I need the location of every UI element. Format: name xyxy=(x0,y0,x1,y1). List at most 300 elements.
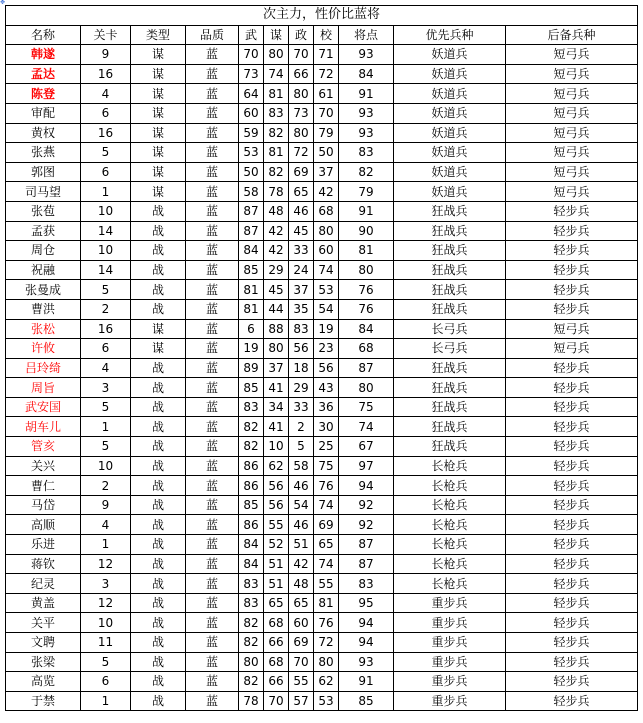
table-body xyxy=(6,45,638,711)
table-cell: 80 xyxy=(314,652,339,672)
table-cell: 12 xyxy=(81,593,131,613)
table-cell: 战 xyxy=(131,456,186,476)
header-row xyxy=(6,25,638,45)
table-cell: 55 xyxy=(289,672,314,692)
table-cell: 妖道兵 xyxy=(394,45,506,65)
table-cell: 狂战兵 xyxy=(394,299,506,319)
table-cell: 妖道兵 xyxy=(394,182,506,202)
table-cell: 蓝 xyxy=(186,319,239,339)
table-cell: 67 xyxy=(339,437,394,457)
table-cell: 狂战兵 xyxy=(394,358,506,378)
general-name-cell: 黄权 xyxy=(6,123,81,143)
table-cell: 82 xyxy=(239,417,264,437)
table-row xyxy=(6,84,638,104)
table-cell: 86 xyxy=(239,456,264,476)
table-cell: 46 xyxy=(289,201,314,221)
table-cell: 93 xyxy=(339,652,394,672)
table-cell: 1 xyxy=(81,691,131,711)
table-cell: 重步兵 xyxy=(394,593,506,613)
table-cell: 妖道兵 xyxy=(394,84,506,104)
table-cell: 战 xyxy=(131,495,186,515)
table-row xyxy=(6,241,638,261)
table-cell: 36 xyxy=(314,397,339,417)
table-row xyxy=(6,397,638,417)
table-row xyxy=(6,691,638,711)
table-cell: 10 xyxy=(81,613,131,633)
table-cell: 87 xyxy=(339,535,394,555)
table-cell: 84 xyxy=(339,64,394,84)
table-cell: 轻步兵 xyxy=(506,260,638,280)
table-cell: 37 xyxy=(314,162,339,182)
general-name-cell: 曹洪 xyxy=(6,299,81,319)
table-cell: 谋 xyxy=(131,84,186,104)
table-cell: 5 xyxy=(81,280,131,300)
table-cell: 长枪兵 xyxy=(394,476,506,496)
table-cell: 狂战兵 xyxy=(394,241,506,261)
table-cell: 长枪兵 xyxy=(394,495,506,515)
table-cell: 5 xyxy=(289,437,314,457)
table-row xyxy=(6,476,638,496)
general-name-cell: 孟获 xyxy=(6,221,81,241)
general-name-cell: 关兴 xyxy=(6,456,81,476)
table-cell: 42 xyxy=(264,221,289,241)
table-cell: 战 xyxy=(131,574,186,594)
table-cell: 86 xyxy=(239,476,264,496)
table-cell: 80 xyxy=(264,339,289,359)
table-cell: 93 xyxy=(339,123,394,143)
general-name-cell: 周旨 xyxy=(6,378,81,398)
table-cell: 42 xyxy=(289,554,314,574)
table-cell: 蓝 xyxy=(186,397,239,417)
table-cell: 轻步兵 xyxy=(506,633,638,653)
table-cell: 蓝 xyxy=(186,554,239,574)
table-cell: 84 xyxy=(339,319,394,339)
table-cell: 41 xyxy=(264,378,289,398)
table-cell: 妖道兵 xyxy=(394,162,506,182)
table-cell: 75 xyxy=(339,397,394,417)
table-cell: 战 xyxy=(131,378,186,398)
table-cell: 30 xyxy=(314,417,339,437)
table-cell: 狂战兵 xyxy=(394,378,506,398)
table-cell: 谋 xyxy=(131,103,186,123)
table-cell: 80 xyxy=(289,123,314,143)
table-cell: 蓝 xyxy=(186,515,239,535)
table-row xyxy=(6,417,638,437)
table-cell: 战 xyxy=(131,417,186,437)
table-cell: 轻步兵 xyxy=(506,574,638,594)
table-cell: 短弓兵 xyxy=(506,319,638,339)
table-cell: 82 xyxy=(239,672,264,692)
column-header: 后备兵种 xyxy=(506,25,638,45)
table-cell: 82 xyxy=(339,162,394,182)
general-name-cell: 关平 xyxy=(6,613,81,633)
table-cell: 60 xyxy=(289,613,314,633)
table-cell: 蓝 xyxy=(186,417,239,437)
table-cell: 战 xyxy=(131,476,186,496)
table-cell: 蓝 xyxy=(186,221,239,241)
table-cell: 66 xyxy=(289,64,314,84)
table-row xyxy=(6,613,638,633)
table-cell: 19 xyxy=(239,339,264,359)
table-row xyxy=(6,339,638,359)
table-cell: 3 xyxy=(81,378,131,398)
table-cell: 蓝 xyxy=(186,358,239,378)
table-cell: 蓝 xyxy=(186,84,239,104)
table-cell: 65 xyxy=(289,182,314,202)
general-name-cell: 蒋钦 xyxy=(6,554,81,574)
table-cell: 95 xyxy=(339,593,394,613)
table-cell: 85 xyxy=(239,495,264,515)
table-row xyxy=(6,123,638,143)
table-cell: 蓝 xyxy=(186,456,239,476)
table-cell: 蓝 xyxy=(186,535,239,555)
table-cell: 重步兵 xyxy=(394,633,506,653)
table-cell: 蓝 xyxy=(186,633,239,653)
table-cell: 73 xyxy=(289,103,314,123)
table-row xyxy=(6,437,638,457)
table-row xyxy=(6,45,638,65)
table-row xyxy=(6,319,638,339)
table-cell: 82 xyxy=(264,162,289,182)
table-cell: 84 xyxy=(239,535,264,555)
table-cell: 69 xyxy=(289,162,314,182)
table-cell: 55 xyxy=(264,515,289,535)
general-name-cell: 黄盖 xyxy=(6,593,81,613)
table-cell: 74 xyxy=(314,260,339,280)
table-cell: 62 xyxy=(264,456,289,476)
table-row xyxy=(6,162,638,182)
table-cell: 88 xyxy=(264,319,289,339)
table-cell: 轻步兵 xyxy=(506,672,638,692)
table-cell: 6 xyxy=(81,339,131,359)
table-cell: 24 xyxy=(289,260,314,280)
table-cell: 14 xyxy=(81,221,131,241)
general-name-cell: 郭图 xyxy=(6,162,81,182)
table-cell: 60 xyxy=(239,103,264,123)
table-cell: 狂战兵 xyxy=(394,201,506,221)
table-cell: 谋 xyxy=(131,45,186,65)
table-cell: 81 xyxy=(264,143,289,163)
table-cell: 轻步兵 xyxy=(506,221,638,241)
table-row xyxy=(6,103,638,123)
table-cell: 轻步兵 xyxy=(506,299,638,319)
general-name-cell: 吕玲绮 xyxy=(6,358,81,378)
table-cell: 29 xyxy=(264,260,289,280)
table-cell: 78 xyxy=(239,691,264,711)
table-row xyxy=(6,260,638,280)
table-cell: 61 xyxy=(314,84,339,104)
table-cell: 轻步兵 xyxy=(506,280,638,300)
table-cell: 6 xyxy=(81,103,131,123)
table-cell: 谋 xyxy=(131,143,186,163)
general-name-cell: 曹仁 xyxy=(6,476,81,496)
table-row xyxy=(6,299,638,319)
table-cell: 狂战兵 xyxy=(394,437,506,457)
table-cell: 86 xyxy=(239,515,264,535)
table-cell: 82 xyxy=(264,123,289,143)
table-cell: 53 xyxy=(314,280,339,300)
table-cell: 1 xyxy=(81,535,131,555)
table-cell: 战 xyxy=(131,280,186,300)
general-name-cell: 周仓 xyxy=(6,241,81,261)
table-cell: 46 xyxy=(289,515,314,535)
table-cell: 狂战兵 xyxy=(394,221,506,241)
table-cell: 25 xyxy=(314,437,339,457)
table-cell: 55 xyxy=(314,574,339,594)
table-cell: 45 xyxy=(264,280,289,300)
column-header: 校 xyxy=(314,25,339,45)
table-cell: 54 xyxy=(289,495,314,515)
table-cell: 42 xyxy=(264,241,289,261)
table-cell: 轻步兵 xyxy=(506,535,638,555)
table-cell: 59 xyxy=(239,123,264,143)
table-cell: 80 xyxy=(339,378,394,398)
table-cell: 战 xyxy=(131,241,186,261)
table-cell: 轻步兵 xyxy=(506,437,638,457)
table-cell: 轻步兵 xyxy=(506,554,638,574)
table-row xyxy=(6,358,638,378)
table-cell: 84 xyxy=(239,241,264,261)
table-cell: 战 xyxy=(131,535,186,555)
table-cell: 5 xyxy=(81,437,131,457)
general-name-cell: 张松 xyxy=(6,319,81,339)
table-cell: 蓝 xyxy=(186,182,239,202)
general-name-cell: 张燕 xyxy=(6,143,81,163)
table-cell: 76 xyxy=(314,476,339,496)
table-cell: 80 xyxy=(289,84,314,104)
table-cell: 94 xyxy=(339,633,394,653)
table-cell: 48 xyxy=(264,201,289,221)
table-cell: 37 xyxy=(289,280,314,300)
table-cell: 92 xyxy=(339,515,394,535)
table-cell: 轻步兵 xyxy=(506,241,638,261)
table-cell: 94 xyxy=(339,613,394,633)
table-cell: 妖道兵 xyxy=(394,143,506,163)
table-cell: 34 xyxy=(264,397,289,417)
table-cell: 短弓兵 xyxy=(506,162,638,182)
table-cell: 短弓兵 xyxy=(506,143,638,163)
table-cell: 10 xyxy=(81,201,131,221)
table-cell: 81 xyxy=(339,241,394,261)
table-cell: 50 xyxy=(239,162,264,182)
table-row xyxy=(6,280,638,300)
table-cell: 90 xyxy=(339,221,394,241)
table-cell: 92 xyxy=(339,495,394,515)
table-cell: 44 xyxy=(264,299,289,319)
table-cell: 谋 xyxy=(131,123,186,143)
table-cell: 70 xyxy=(289,45,314,65)
table-cell: 72 xyxy=(289,143,314,163)
table-cell: 蓝 xyxy=(186,593,239,613)
table-cell: 70 xyxy=(314,103,339,123)
table-cell: 蓝 xyxy=(186,476,239,496)
table-cell: 战 xyxy=(131,633,186,653)
table-cell: 45 xyxy=(289,221,314,241)
table-cell: 蓝 xyxy=(186,339,239,359)
table-cell: 轻步兵 xyxy=(506,378,638,398)
table-cell: 58 xyxy=(289,456,314,476)
table-cell: 75 xyxy=(314,456,339,476)
table-cell: 战 xyxy=(131,221,186,241)
column-header: 关卡 xyxy=(81,25,131,45)
table-cell: 81 xyxy=(264,84,289,104)
table-cell: 战 xyxy=(131,201,186,221)
table-cell: 56 xyxy=(314,358,339,378)
table-cell: 重步兵 xyxy=(394,691,506,711)
table-cell: 妖道兵 xyxy=(394,64,506,84)
general-name-cell: 武安国 xyxy=(6,397,81,417)
table-cell: 46 xyxy=(289,476,314,496)
table-cell: 68 xyxy=(314,201,339,221)
table-cell: 谋 xyxy=(131,182,186,202)
table-row xyxy=(6,593,638,613)
table-cell: 1 xyxy=(81,417,131,437)
general-table xyxy=(5,5,638,711)
table-cell: 52 xyxy=(264,535,289,555)
table-cell: 80 xyxy=(239,652,264,672)
table-cell: 短弓兵 xyxy=(506,45,638,65)
table-row xyxy=(6,456,638,476)
table-cell: 轻步兵 xyxy=(506,456,638,476)
table-cell: 18 xyxy=(289,358,314,378)
spreadsheet-area xyxy=(5,5,637,711)
table-cell: 蓝 xyxy=(186,103,239,123)
table-cell: 狂战兵 xyxy=(394,417,506,437)
table-cell: 70 xyxy=(289,652,314,672)
general-name-cell: 许攸 xyxy=(6,339,81,359)
table-cell: 87 xyxy=(339,358,394,378)
general-name-cell: 马岱 xyxy=(6,495,81,515)
table-cell: 93 xyxy=(339,103,394,123)
table-row xyxy=(6,201,638,221)
table-cell: 轻步兵 xyxy=(506,495,638,515)
table-cell: 战 xyxy=(131,554,186,574)
table-cell: 76 xyxy=(339,299,394,319)
table-cell: 6 xyxy=(81,672,131,692)
table-cell: 43 xyxy=(314,378,339,398)
table-cell: 谋 xyxy=(131,162,186,182)
table-cell: 蓝 xyxy=(186,201,239,221)
table-cell: 蓝 xyxy=(186,241,239,261)
table-cell: 83 xyxy=(239,574,264,594)
table-cell: 狂战兵 xyxy=(394,280,506,300)
table-cell: 长弓兵 xyxy=(394,339,506,359)
table-cell: 83 xyxy=(339,574,394,594)
column-header: 武 xyxy=(239,25,264,45)
table-cell: 蓝 xyxy=(186,123,239,143)
title-row xyxy=(6,6,638,26)
table-cell: 12 xyxy=(81,554,131,574)
table-cell: 轻步兵 xyxy=(506,358,638,378)
table-cell: 蓝 xyxy=(186,378,239,398)
table-row xyxy=(6,574,638,594)
table-cell: 50 xyxy=(314,143,339,163)
table-cell: 短弓兵 xyxy=(506,123,638,143)
table-cell: 37 xyxy=(264,358,289,378)
general-name-cell: 管亥 xyxy=(6,437,81,457)
table-row xyxy=(6,378,638,398)
table-cell: 短弓兵 xyxy=(506,84,638,104)
table-cell: 狂战兵 xyxy=(394,260,506,280)
table-cell: 蓝 xyxy=(186,652,239,672)
general-name-cell: 陈登 xyxy=(6,84,81,104)
table-cell: 87 xyxy=(339,554,394,574)
table-cell: 78 xyxy=(264,182,289,202)
table-cell: 85 xyxy=(339,691,394,711)
table-cell: 89 xyxy=(239,358,264,378)
table-row xyxy=(6,652,638,672)
table-cell: 53 xyxy=(314,691,339,711)
table-cell: 83 xyxy=(264,103,289,123)
table-cell: 2 xyxy=(81,299,131,319)
table-cell: 74 xyxy=(339,417,394,437)
table-cell: 战 xyxy=(131,437,186,457)
table-cell: 85 xyxy=(239,260,264,280)
table-cell: 60 xyxy=(314,241,339,261)
table-cell: 长枪兵 xyxy=(394,456,506,476)
table-cell: 妖道兵 xyxy=(394,123,506,143)
table-cell: 23 xyxy=(314,339,339,359)
table-cell: 81 xyxy=(314,593,339,613)
table-cell: 10 xyxy=(264,437,289,457)
table-cell: 66 xyxy=(264,633,289,653)
table-cell: 48 xyxy=(289,574,314,594)
table-cell: 妖道兵 xyxy=(394,103,506,123)
table-row xyxy=(6,143,638,163)
table-cell: 战 xyxy=(131,652,186,672)
table-cell: 4 xyxy=(81,515,131,535)
column-header: 将点 xyxy=(339,25,394,45)
table-cell: 97 xyxy=(339,456,394,476)
table-cell: 29 xyxy=(289,378,314,398)
table-cell: 谋 xyxy=(131,339,186,359)
table-cell: 83 xyxy=(239,397,264,417)
table-cell: 70 xyxy=(264,691,289,711)
table-cell: 短弓兵 xyxy=(506,64,638,84)
table-cell: 11 xyxy=(81,633,131,653)
table-cell: 33 xyxy=(289,241,314,261)
table-cell: 短弓兵 xyxy=(506,182,638,202)
column-header: 名称 xyxy=(6,25,81,45)
table-cell: 10 xyxy=(81,456,131,476)
table-cell: 重步兵 xyxy=(394,652,506,672)
general-name-cell: 张梁 xyxy=(6,652,81,672)
table-cell: 51 xyxy=(264,554,289,574)
table-cell: 1 xyxy=(81,182,131,202)
table-cell: 51 xyxy=(289,535,314,555)
table-cell: 长枪兵 xyxy=(394,515,506,535)
table-cell: 80 xyxy=(264,45,289,65)
table-cell: 35 xyxy=(289,299,314,319)
table-cell: 轻步兵 xyxy=(506,652,638,672)
table-row xyxy=(6,554,638,574)
table-cell: 5 xyxy=(81,397,131,417)
table-cell: 14 xyxy=(81,260,131,280)
table-cell: 81 xyxy=(239,280,264,300)
general-name-cell: 张苞 xyxy=(6,201,81,221)
table-row xyxy=(6,182,638,202)
table-cell: 谋 xyxy=(131,319,186,339)
table-cell: 65 xyxy=(289,593,314,613)
table-cell: 战 xyxy=(131,397,186,417)
table-cell: 战 xyxy=(131,613,186,633)
table-cell: 85 xyxy=(239,378,264,398)
table-cell: 19 xyxy=(314,319,339,339)
table-cell: 轻步兵 xyxy=(506,201,638,221)
table-cell: 84 xyxy=(239,554,264,574)
table-cell: 蓝 xyxy=(186,574,239,594)
table-cell: 82 xyxy=(239,633,264,653)
